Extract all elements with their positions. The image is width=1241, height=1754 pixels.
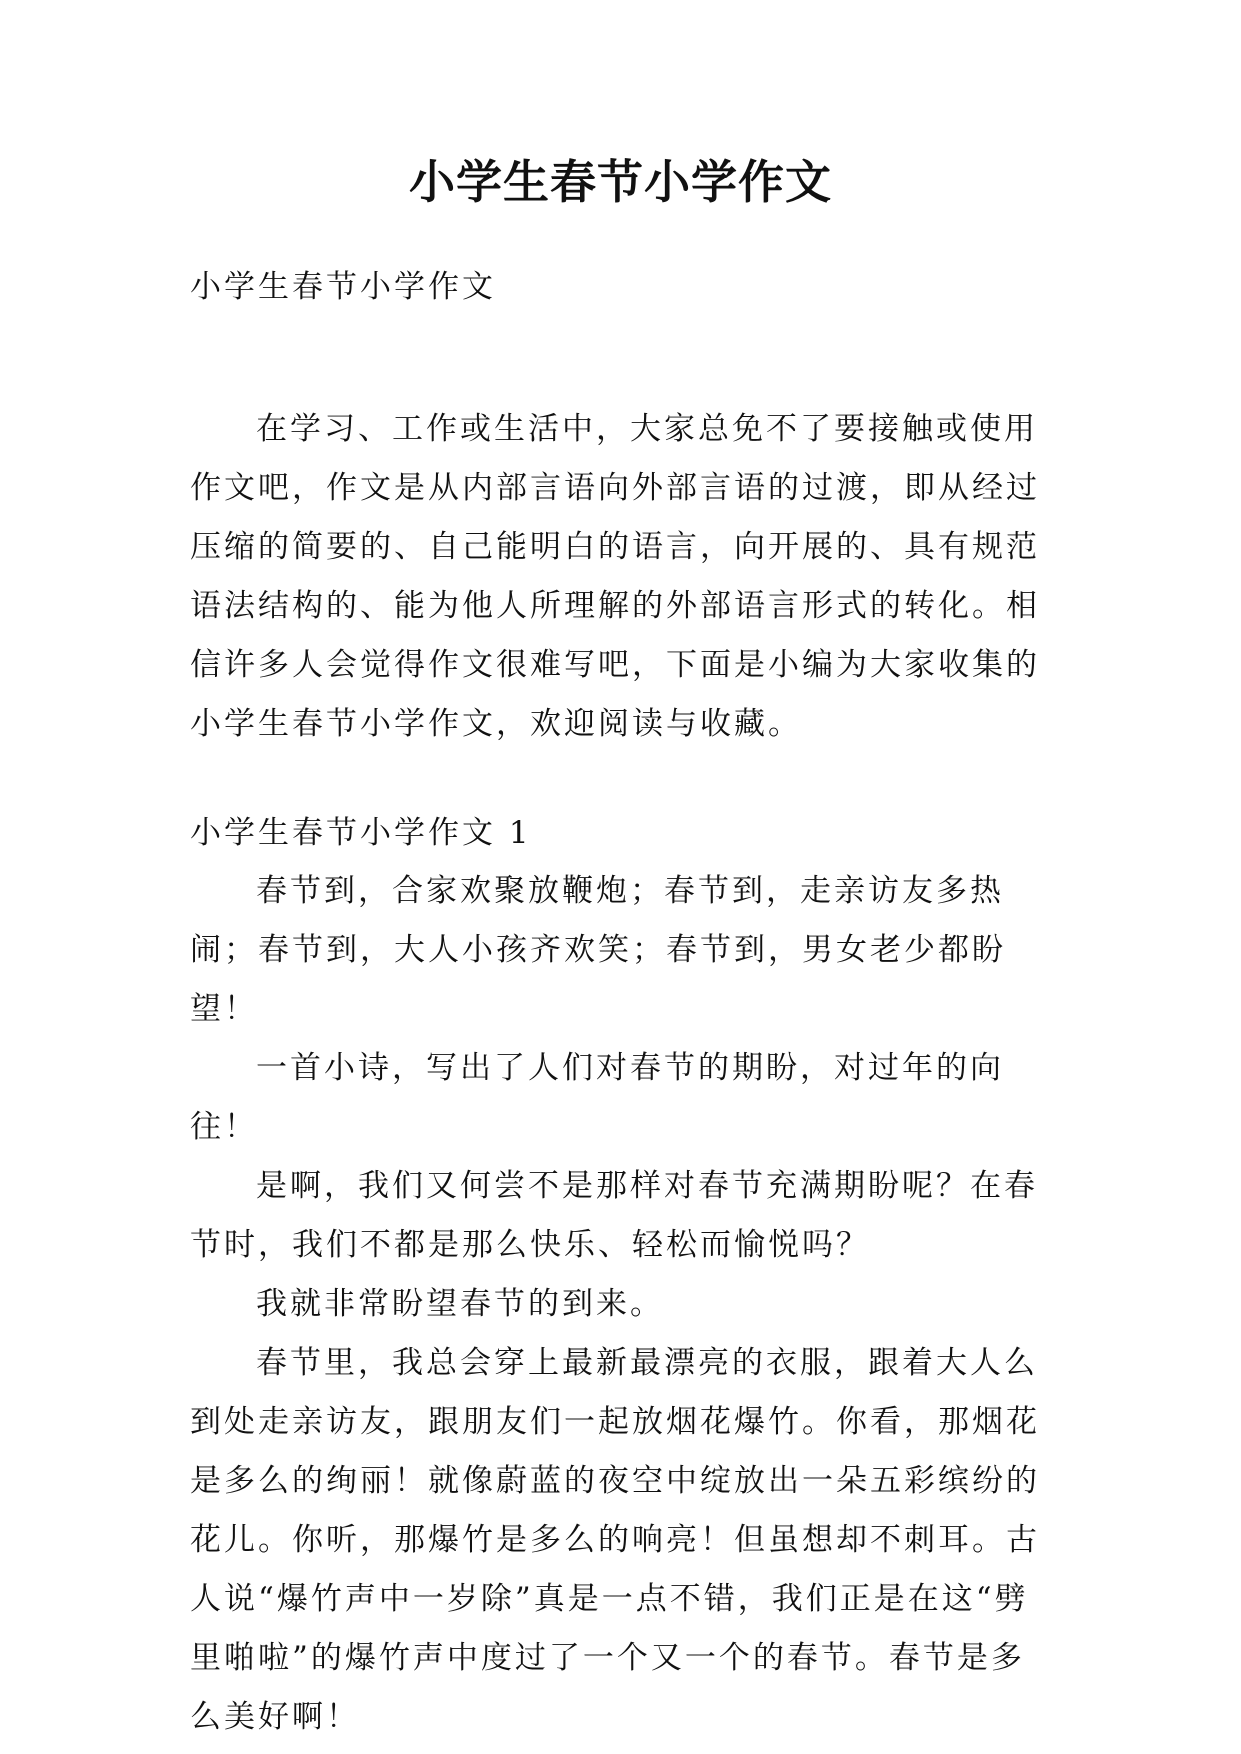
section-body — [190, 862, 1050, 1747]
section-heading: 小学生春节小学作文 1 — [190, 815, 532, 851]
document-title: 小学生春节小学作文 — [409, 155, 832, 209]
document-subtitle: 小学生春节小学作文 — [190, 269, 496, 305]
paragraph: 一首小诗，写出了人们对春节的期盼，对过年的向往！ — [190, 1050, 1004, 1145]
intro-paragraph: 在学习、工作或生活中，大家总免不了要接触或使用作文吧，作文是从内部言语向外部言语的过渡，即从经过压缩的简要的、自己能明白的语言，向开展的、具有规范语法结构的、能为他人所理解的外部语言形式的转化。相信许多人会觉得作文很难写吧，下面是小编为大家收集的小学生春节小学作文，欢迎阅读与收藏。 — [190, 411, 1040, 742]
paragraph: 春节里，我总会穿上最新最漂亮的衣服，跟着大人么到处走亲访友，跟朋友们一起放烟花爆竹。你看，那烟花是多么的绚丽！就像蔚蓝的夜空中绽放出一朵五彩缤纷的花儿。你听，那爆竹是多么的响亮！但虽想却不刺耳。古人说“爆竹声中一岁除”真是一点不错，我们正是在这“劈里啪啦”的爆竹声中度过了一个又一个的春节。春节是多么美好啊！ — [190, 1345, 1040, 1735]
paragraph: 是啊，我们又何尝不是那样对春节充满期盼呢？在春节时，我们不都是那么快乐、轻松而愉悦吗？ — [190, 1168, 1038, 1263]
paragraph: 我就非常盼望春节的到来。 — [256, 1286, 664, 1322]
intro-section — [190, 400, 1050, 754]
paragraph: 春节到，合家欢聚放鞭炮；春节到，走亲访友多热闹；春节到，大人小孩齐欢笑；春节到，男女老少都盼望！ — [190, 873, 1006, 1027]
